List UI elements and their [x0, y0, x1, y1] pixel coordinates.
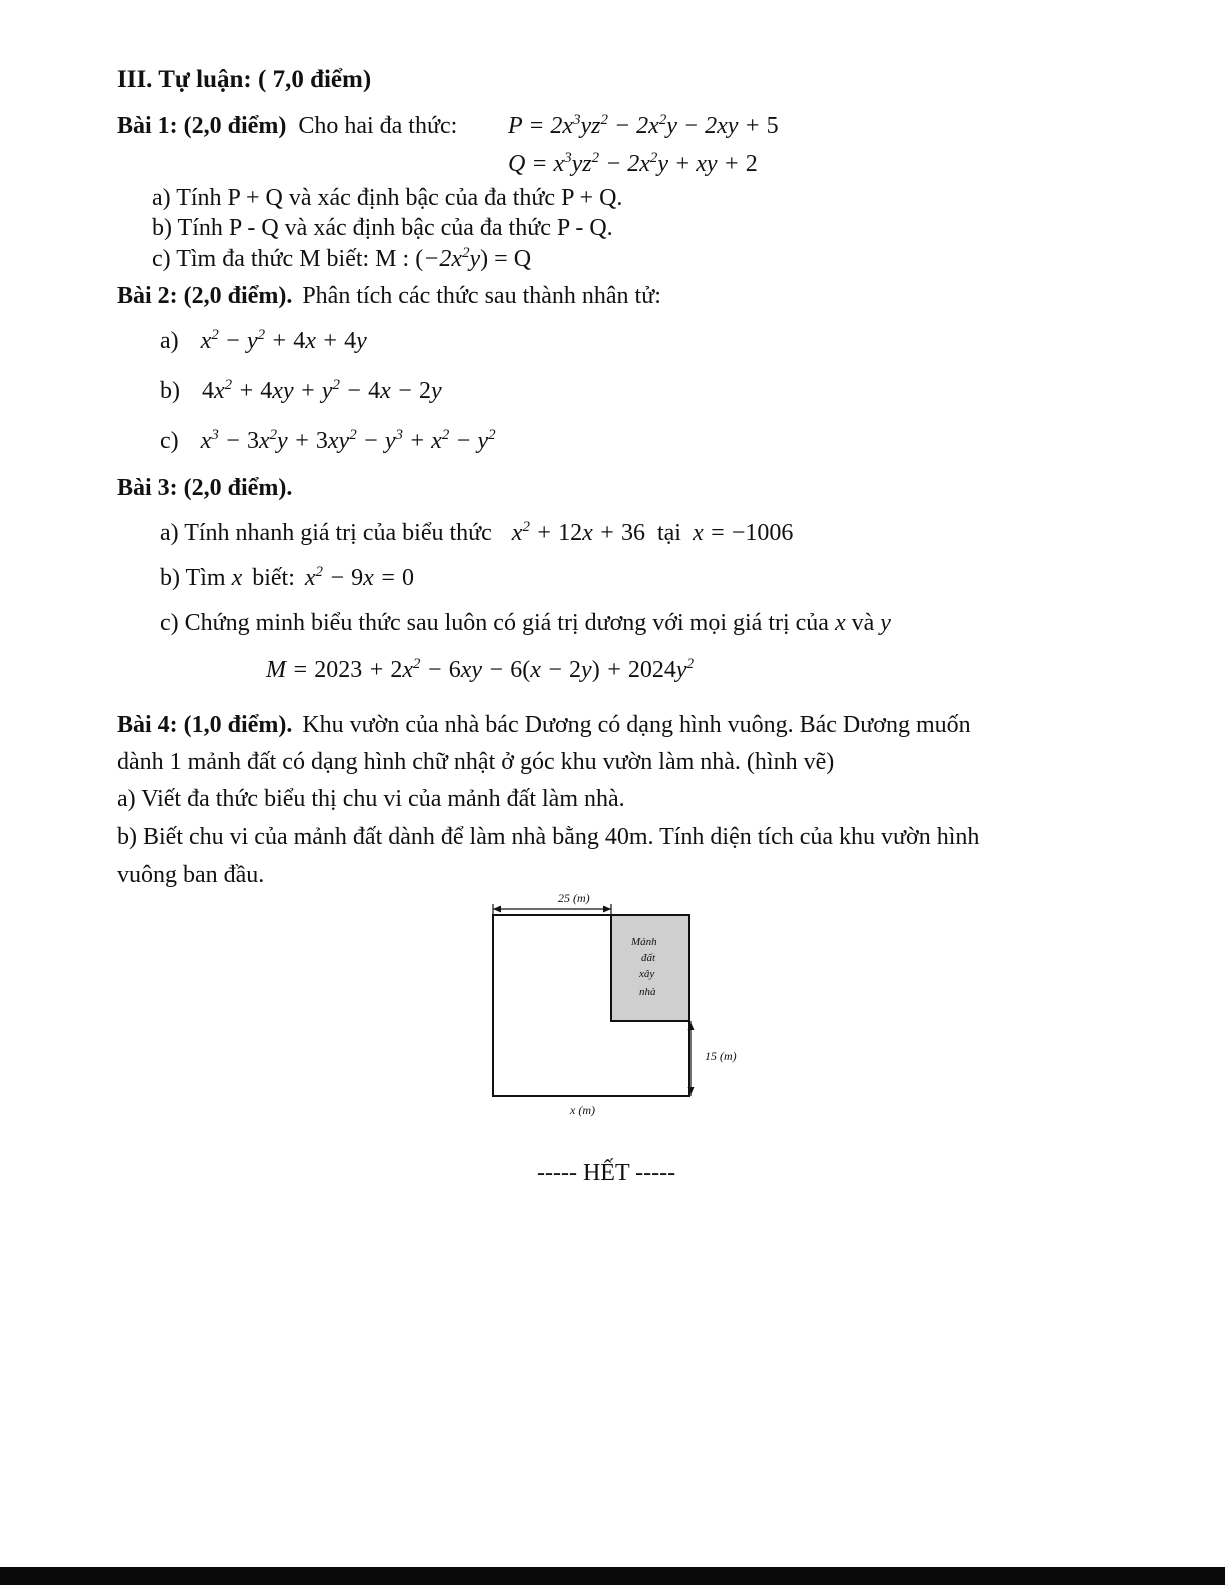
bai1-part-c-text: c) Tìm đa thức M biết: M : — [152, 246, 416, 272]
bai4-line5: vuông ban đầu. — [117, 862, 265, 888]
right-dimension-label: 15 (m) — [705, 1049, 737, 1063]
top-arrow-left — [493, 906, 501, 913]
bai1-header — [117, 113, 457, 140]
house-label-4: nhà — [639, 986, 656, 998]
bai2-a-label: a) — [160, 328, 179, 354]
bai4-label: Bài 4: (1,0 điểm). — [117, 712, 293, 738]
bai2-c-expression: $x^3 - 3x^2y + 3xy^2 - y^3 + x^2 - y^2$ — [200, 427, 496, 454]
bai4-line1 — [117, 712, 971, 739]
garden-diagram — [470, 885, 770, 1125]
garden-diagram-svg — [470, 885, 770, 1125]
polynomial-q: $Q = x^3yz^2 - 2x^2y$ + xy + 2 — [508, 150, 758, 177]
bai1-part-c-end: = Q — [488, 246, 532, 272]
bai1-part-c — [152, 246, 531, 273]
bai3-c-var-x: x — [834, 610, 846, 636]
bai2-a-expression: $x^2 - y^2 + 4x + 4y$ — [200, 327, 367, 354]
bai3-a-expression: $x^2 + 12x + 36$ — [511, 519, 645, 546]
bai3-a-text: a) Tính nhanh giá trị của biểu thức — [160, 520, 492, 546]
section-title: III. Tự luận: ( 7,0 điểm) — [117, 66, 372, 93]
bai3-a-tai: tại — [656, 520, 681, 546]
bai2-part-b — [160, 378, 442, 405]
bai3-label: Bài 3: (2,0 điểm). — [117, 475, 293, 501]
polynomial-p: $P = 2x^3yz^2 - 2x^2y - 2xy + 5$ — [508, 112, 779, 139]
bai1-part-a: a) Tính P + Q và xác định bậc của đa thức P + Q. — [152, 185, 623, 211]
house-label-1: Mảnh — [631, 936, 657, 948]
bai4-line4: b) Biết chu vi của mảnh đất dành để làm nhà bằng 40m. Tính diện tích của khu vườn hình — [117, 824, 980, 850]
bai2-header — [117, 283, 661, 310]
bai2-b-label: b) — [160, 378, 180, 404]
bai1-label: Bài 1: (2,0 điểm) — [117, 113, 287, 139]
top-arrow-right — [603, 906, 611, 913]
bai4-line2: dành 1 mảnh đất có dạng hình chữ nhật ở góc khu vườn làm nhà. (hình vẽ) — [117, 749, 835, 775]
bai2-part-a — [160, 328, 367, 355]
bai3-part-a — [160, 520, 793, 547]
bai3-part-c — [160, 610, 891, 637]
bai3-b-text: b) Tìm — [160, 565, 226, 591]
house-label-3: xây — [639, 968, 655, 980]
bai3-expression-m: $M = 2023 + 2x^2 - 6xy - 6(x - 2y) + 2024y^2$ — [266, 656, 694, 683]
bai4-line3: a) Viết đa thức biểu thị chu vi của mảnh đất làm nhà. — [117, 786, 625, 812]
bai3-b-variable: x — [231, 565, 243, 591]
bai4-text-line1: Khu vườn của nhà bác Dương có dạng hình vuông. Bác Dương muốn — [302, 712, 971, 738]
top-dimension-label: 25 (m) — [558, 891, 590, 905]
end-marker: ----- HẾT ----- — [537, 1160, 676, 1186]
scan-bottom-edge — [0, 1567, 1225, 1585]
bai2-part-c — [160, 428, 496, 455]
bai3-c-va: và — [851, 610, 875, 636]
bai1-part-c-divisor: $(-2x^2y)$ — [415, 245, 489, 272]
bai3-c-var-y: y — [880, 610, 891, 636]
bottom-dimension-label: x (m) — [570, 1103, 595, 1117]
bai3-c-text: c) Chứng minh biểu thức sau luôn có giá trị dương với mọi giá trị của — [160, 610, 829, 636]
house-label-2: đất — [641, 952, 656, 964]
bai2-intro: Phân tích các thức sau thành nhân tử: — [302, 283, 661, 309]
bai3-part-b — [160, 565, 414, 592]
bai3-a-value: x = −1006 — [692, 520, 794, 546]
bai1-part-b: b) Tính P - Q và xác định bậc của đa thức P - Q. — [152, 215, 613, 241]
bai3-b-equation: $x^2 - 9x = 0$ — [304, 564, 415, 591]
bai1-intro: Cho hai đa thức: — [298, 113, 458, 139]
bai2-label: Bài 2: (2,0 điểm). — [117, 283, 293, 309]
bai3-b-biet: biết: — [252, 565, 295, 591]
bai2-c-label: c) — [160, 428, 179, 454]
bai2-b-expression: $4x^2 + 4xy + y^2 - 4x - 2y$ — [202, 377, 442, 404]
